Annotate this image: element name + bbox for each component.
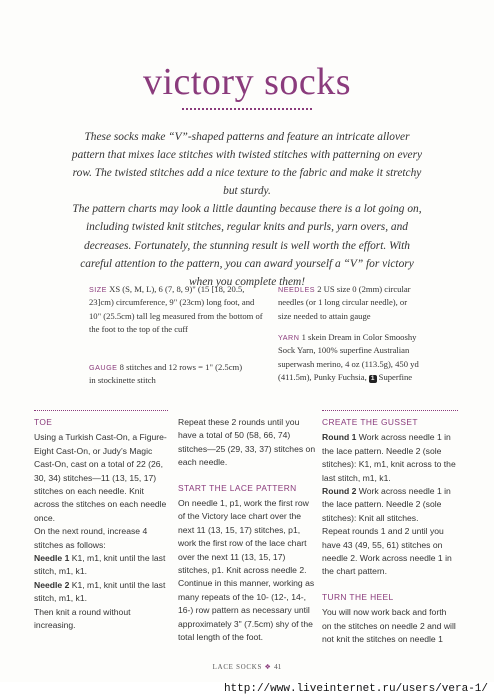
needles-text: 2 US size 0 (2mm) circular needles (or 1 long circular needle), or size needed to attain gauge bbox=[278, 284, 411, 321]
lace-pattern-heading: START THE LACE PATTERN bbox=[178, 482, 297, 493]
column-3 bbox=[322, 416, 456, 647]
round-2-step bbox=[322, 485, 456, 525]
needle-1-text: K1, m1, knit until the last stitch, m1, k1. bbox=[34, 553, 166, 577]
gusset-paragraph: Repeat rounds 1 and 2 until you have 43 (49, 55, 61) stitches on needle 2. Work across needle 1 in the chart pattern. bbox=[322, 526, 452, 577]
toe-heading: TOE bbox=[34, 417, 53, 427]
gauge-spec bbox=[89, 361, 249, 388]
lace-pattern-paragraph: On needle 1, p1, work the first row of the Victory lace chart over the next 11 (13, 15, 17) stitches, p1, work the first row of the lace chart over the next 11 (13, 15, 17) stitches, p1. Knit across needle 2. Continue in this manner, working as many repeats of the 10- (12-, 14-, 16-) row pattern as necessary until approximately 3" (7.5cm) shy of the total length of the foot. bbox=[178, 498, 315, 643]
gauge-text: 8 stitches and 12 rows = 1" (2.5cm) in stockinette stitch bbox=[89, 362, 243, 386]
needle-1-step bbox=[34, 552, 170, 579]
round-1-text: Work across needle 1 in the lace pattern. Needle 2 (sole stitches): K1, m1, knit across to the last stitch, m1, k1. bbox=[322, 432, 456, 483]
round-1-step bbox=[322, 431, 456, 485]
turn-heel-paragraph: You will now work back and forth on the stitches on needle 2 and will not knit the stitches on needle 1 bbox=[322, 607, 456, 645]
page-number: 41 bbox=[273, 662, 282, 671]
page-footer bbox=[0, 662, 494, 671]
yarn-label: YARN bbox=[278, 333, 300, 342]
column-2 bbox=[178, 416, 316, 645]
intro-paragraph-2: The pattern charts may look a little daunting because there is a lot going on, including twisted knit stitches, regular knits and purls, yarn overs, and decreases. Fortunately, the stunning result is well worth the effort. With careful attention to the pattern, you can award yourself a “V” for victory when you complete them! bbox=[72, 203, 422, 288]
yarn-text: 1 skein Dream in Color Smooshy Sock Yarn, 100% superfine Australian superwash merino, 4 oz (113.5g), 450 yd (411.5m), Punky Fuchsia, bbox=[278, 332, 419, 382]
title-dotted-rule bbox=[182, 108, 312, 110]
intro-paragraph-1: These socks make “V”-shaped patterns and feature an intricate allover pattern that mixes lace stitches with twisted stitches with patterning on every row. The twisted stitches add a nice texture to the fabric and make it stretchy but sturdy. bbox=[71, 131, 423, 198]
intro-paragraphs bbox=[68, 128, 426, 291]
needle-2-label: Needle 2 bbox=[34, 579, 70, 590]
needles-label: NEEDLES bbox=[278, 285, 316, 294]
column-1-rule bbox=[34, 410, 168, 411]
size-text: XS (S, M, L), 6 (7, 8, 9)" (15 [18, 20.5, 23]cm) circumference, 9" (23cm) long foot, and 10" (25.5cm) tall leg measured from the bottom of the foot to the top of the cuff bbox=[89, 284, 263, 334]
round-2-label: Round 2 bbox=[322, 486, 357, 497]
toe-paragraph-2: On the next round, increase 4 stitches as follows: bbox=[34, 526, 148, 550]
page-title: victory socks bbox=[142, 61, 352, 103]
toe-paragraph-3: Then knit a round without increasing. bbox=[34, 606, 131, 631]
yarn-weight-badge: 1 bbox=[370, 374, 375, 382]
round-1-label: Round 1 bbox=[322, 432, 357, 443]
yarn-spec bbox=[278, 331, 428, 384]
gusset-heading: CREATE THE GUSSET bbox=[322, 417, 418, 427]
size-spec bbox=[89, 283, 267, 336]
yarn-weight-text: Superfine bbox=[378, 371, 413, 382]
repeat-paragraph: Repeat these 2 rounds until you have a total of 50 (58, 66, 74) stitches—25 (29, 33, 37) stitches on each needle. bbox=[178, 417, 316, 468]
footer-ornament-icon: ❖ bbox=[264, 664, 272, 671]
column-1 bbox=[34, 416, 170, 633]
column-3-rule bbox=[322, 410, 458, 411]
needle-1-label: Needle 1 bbox=[34, 553, 70, 564]
turn-heel-heading: TURN THE HEEL bbox=[322, 591, 394, 602]
needles-spec bbox=[278, 283, 422, 323]
watermark-bar bbox=[0, 682, 494, 699]
size-label: SIZE bbox=[89, 285, 107, 294]
watermark-url: http://www.liveinternet.ru/users/vera-1/ bbox=[223, 683, 488, 695]
needle-2-text: K1, m1, knit until the last stitch, m1, k1. bbox=[34, 579, 166, 604]
gauge-label: GAUGE bbox=[89, 363, 118, 372]
needle-2-step bbox=[34, 579, 170, 606]
round-2-text: Work across needle 1 in the lace pattern. Needle 2 (sole stitches): Knit all stitches. bbox=[322, 486, 451, 523]
footer-section: LACE SOCKS bbox=[212, 664, 263, 671]
toe-paragraph-1: Using a Turkish Cast-On, a Figure-Eight Cast-On, or Judy’s Magic Cast-On, cast on a total of 22 (26, 30, 34) stitches—11 (13, 15, 17) stitches on each needle. Knit across the stitches on each needle once. bbox=[34, 432, 167, 523]
